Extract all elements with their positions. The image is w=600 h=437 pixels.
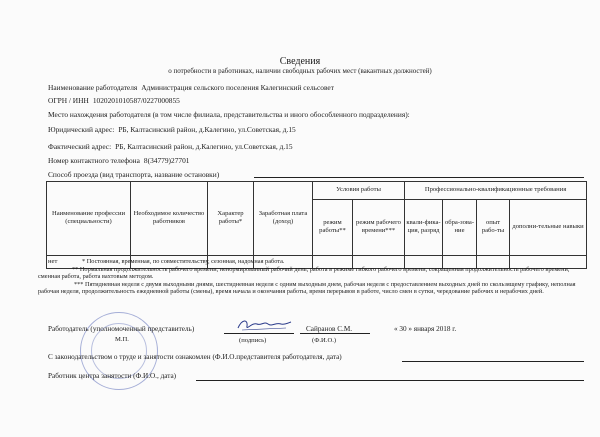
sign-date: « 30 » января 2018 г. [394, 325, 457, 333]
requirements-table [46, 181, 587, 269]
row-profession-cell: нет [47, 255, 131, 268]
footnote-2: ** Нормальная продолжительность рабочего времени, ненормированный рабочий день, работа в режиме гибкого рабочего времени, сокращенная продолжительность рабочего времени, сменная работа, работа вахтовым методом. [38, 265, 570, 281]
familiarized-line [402, 361, 584, 362]
handwritten-signature [236, 317, 292, 333]
footnote-1: * Постоянная, временная, по совместительству, сезонная, надомная работа. [82, 258, 285, 265]
header-education: обра-зова-ние [443, 199, 477, 255]
footnote-3: *** Пятидневная неделя с двумя выходными днями, шестидневная неделя с одним выходным днем, рабочая неделя с предоставлением выходных дней по скользящему графику, неполная рабочая неделя, продолжительность ежедневной работы (смены), время начала и окончания работы, время перерывов в работе, число смен в сутки, чередование рабочих и нерабочих дней. [38, 280, 576, 296]
header-qualification-group: Профессионально-квалификационные требования [405, 182, 587, 200]
actual-address-row [48, 142, 293, 151]
header-count: Необходимое количество работников [131, 182, 208, 256]
phone-value: 8(34779)27701 [143, 156, 190, 165]
transport-underline [254, 177, 584, 178]
header-qualification: квали-фика-ция, разряд [405, 199, 443, 255]
header-conditions: Условия работы [313, 182, 405, 200]
phone-label: Номер контактного телефона [48, 156, 140, 165]
employer-value: Администрация сельского поселения Калегинский сельсовет [141, 83, 334, 92]
employment-center-label: Работник центра занятости (Ф.И.О., дата) [48, 372, 177, 380]
header-profession: Наименование профессии (специальности) [47, 182, 131, 256]
transport-label: Способ проезда (вид транспорта, название остановки) [48, 170, 220, 179]
employer-label: Наименование работодателя [48, 83, 138, 92]
header-experience: опыт рабо-ты [477, 199, 510, 255]
header-nature: Характер работы* [208, 182, 254, 256]
employer-row [48, 83, 334, 92]
employment-center-line [196, 380, 584, 381]
page-subtitle: о потребности в работниках, наличии свободных рабочих мест (вакантных должностей) [168, 67, 432, 75]
representative-name: Сайранов С.М. [306, 325, 353, 333]
ogrn-row [48, 96, 180, 105]
phone-row [48, 156, 190, 165]
ogrn-value: 1020201010587/0227000855 [92, 96, 180, 105]
legal-address-value: РБ, Калтасинский район, д.Калегино, ул.Советская, д.15 [118, 125, 296, 134]
signature-line [224, 333, 294, 334]
legal-address-label: Юридический адрес: [48, 125, 115, 134]
name-line [300, 333, 370, 334]
fio-caption: (Ф.И.О.) [312, 337, 337, 344]
employer-sign-label: Работодатель (уполномоченный представитель) [48, 325, 195, 333]
mp-label: М.П. [115, 336, 129, 343]
familiarized-label: С законодательством о труде и занятости ознакомлен (Ф.И.О.представителя работодателя, дата) [48, 353, 342, 361]
actual-address-label: Фактический адрес: [48, 142, 112, 151]
location-label: Место нахождения работодателя (в том числе филиала, представительства и иного обособленного подразделения): [48, 110, 410, 119]
header-time: режим рабочего времени*** [353, 199, 405, 255]
header-extra-skills: дополни-тельные навыки [510, 199, 587, 255]
header-salary: Заработная плата (доход) [254, 182, 313, 256]
page-title: Сведения [279, 56, 321, 67]
header-mode: режим работы** [313, 199, 353, 255]
legal-address-row [48, 125, 296, 134]
ogrn-label: ОГРН / ИНН [48, 96, 89, 105]
signature-caption: (подпись) [239, 337, 267, 344]
actual-address-value: РБ, Калтасинский район, д.Калегино, ул.Советская, д.15 [115, 142, 293, 151]
footnotes [38, 258, 583, 296]
